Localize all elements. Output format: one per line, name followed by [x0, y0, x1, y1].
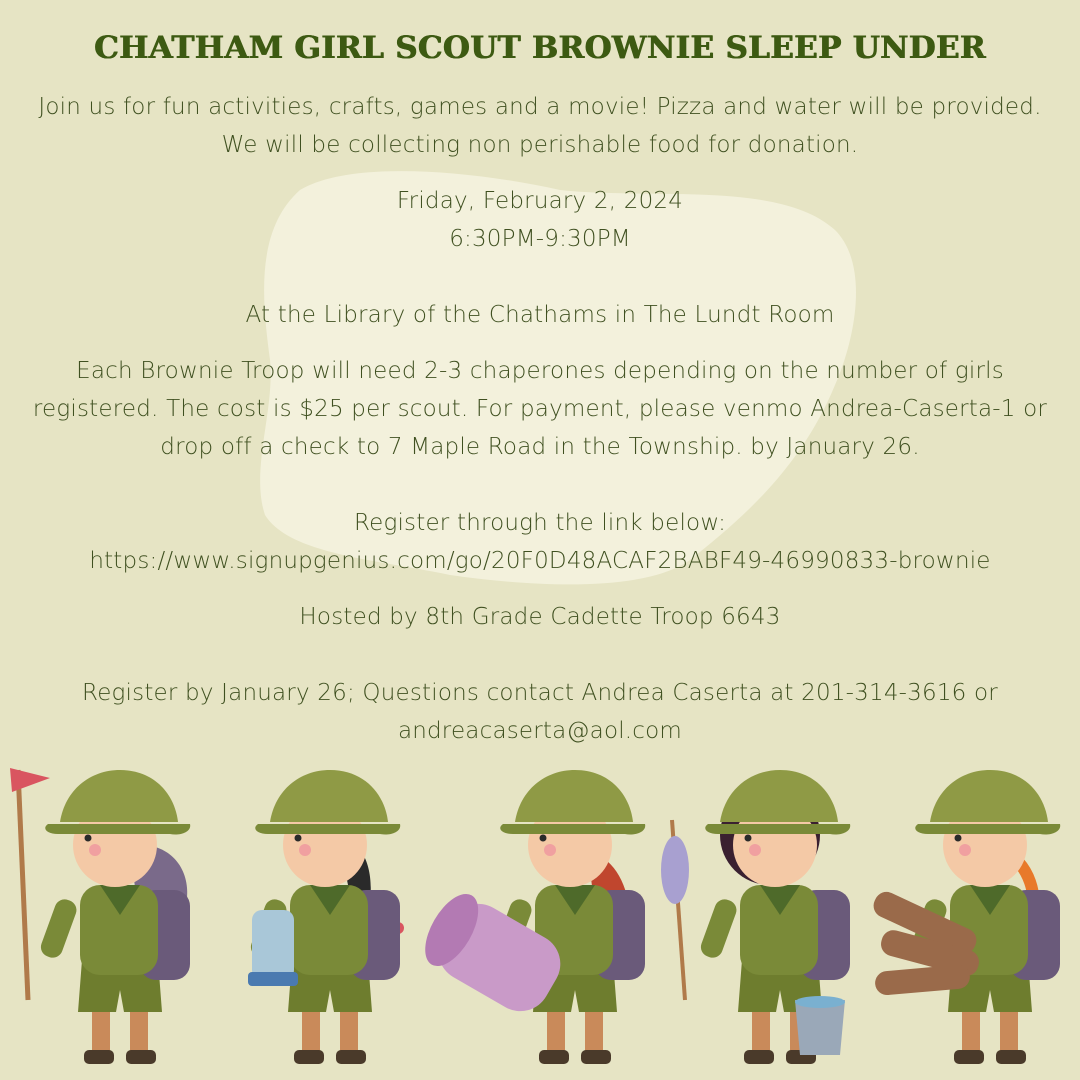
- event-time: 6:30PM-9:30PM: [449, 226, 631, 252]
- details-line-3: drop off a check to 7 Maple Road in the Township. by January 26.: [160, 434, 920, 460]
- scout-with-lantern: [248, 770, 404, 1064]
- scout-with-firewood: [870, 770, 1061, 1064]
- scout-with-sleeping-mat: [414, 770, 645, 1064]
- scout-with-fish: [661, 770, 850, 1064]
- details-line-1: Each Brownie Troop will need 2-3 chaperones depending on the number of girls: [76, 358, 1004, 384]
- event-location: At the Library of the Chathams in The Lundt Room: [245, 302, 835, 328]
- intro-line-1: Join us for fun activities, crafts, games and a movie! Pizza and water will be provided.: [38, 94, 1042, 120]
- event-date: Friday, February 2, 2024: [396, 188, 684, 214]
- contact-line-1: Register by January 26; Questions contact Andrea Caserta at 201-314-3616 or: [82, 680, 998, 706]
- scouts-illustration: [0, 750, 1080, 1080]
- intro-line-2: We will be collecting non perishable food for donation.: [221, 132, 859, 158]
- details-line-2: registered. The cost is $25 per scout. For payment, please venmo Andrea-Caserta-1 or: [32, 396, 1048, 422]
- contact-email[interactable]: andreacaserta@aol.com: [397, 718, 683, 744]
- register-link[interactable]: https://www.signupgenius.com/go/20F0D48ACAF2BABF49-46990833-brownie: [89, 548, 991, 574]
- hosted-by: Hosted by 8th Grade Cadette Troop 6643: [299, 604, 781, 630]
- scout-with-flag: [10, 768, 190, 1064]
- event-title: CHATHAM GIRL SCOUT BROWNIE SLEEP UNDER: [94, 30, 986, 66]
- register-label: Register through the link below:: [353, 510, 727, 536]
